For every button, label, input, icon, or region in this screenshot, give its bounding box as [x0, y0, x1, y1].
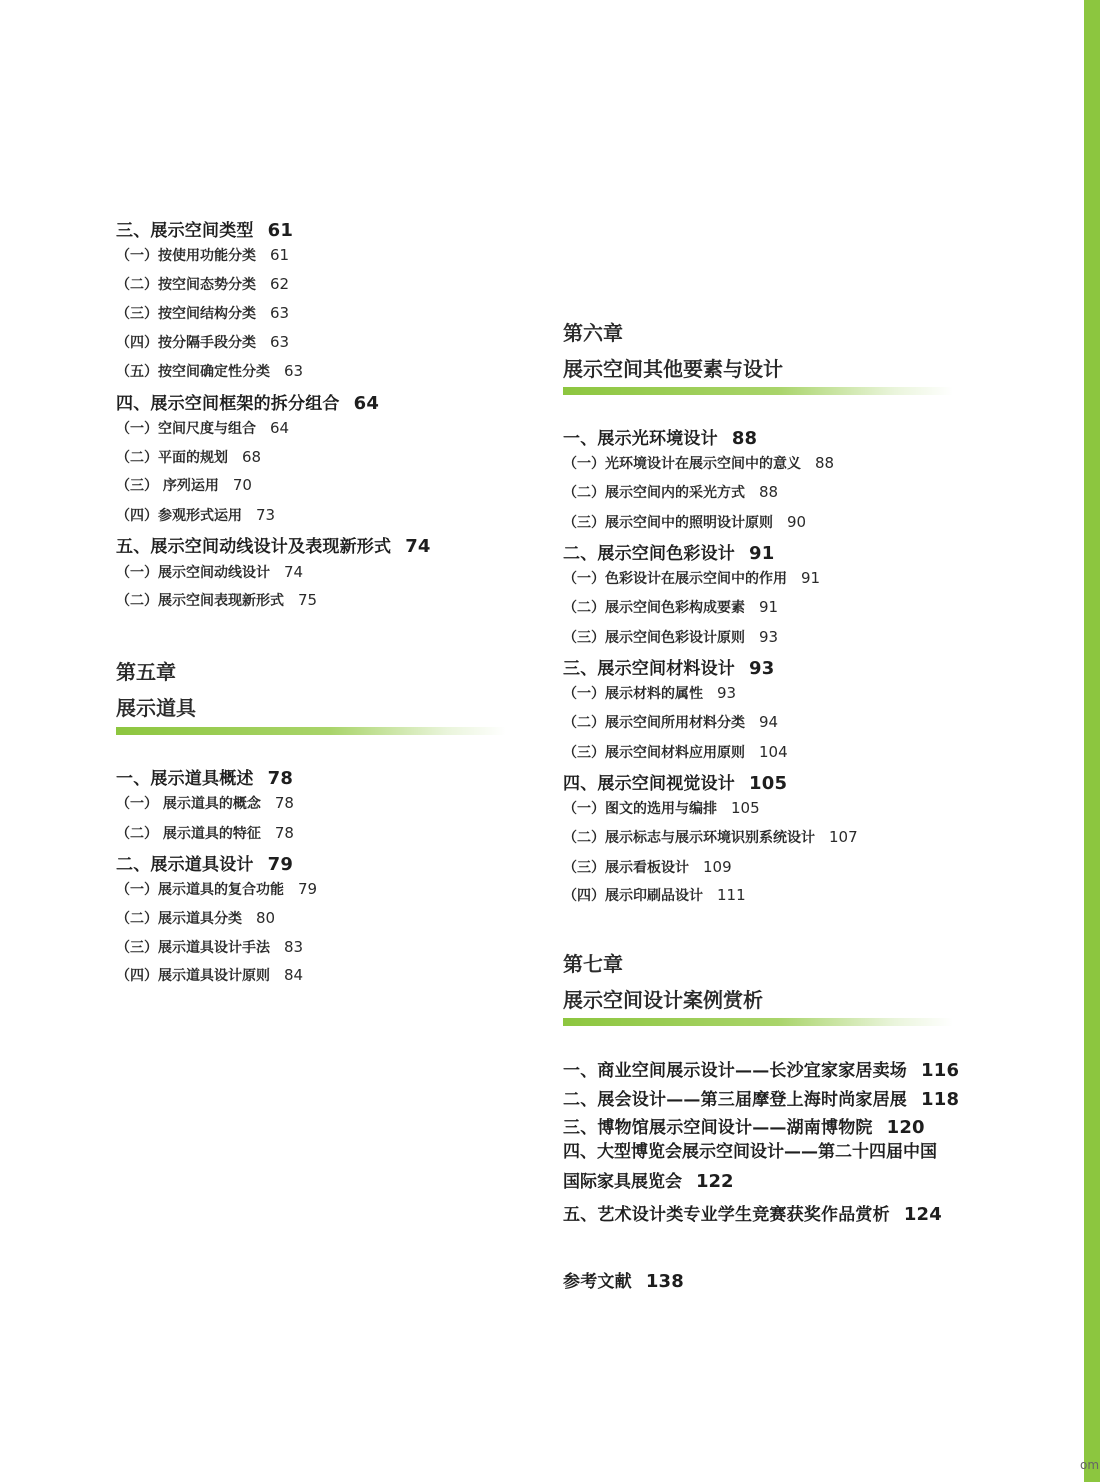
- toc-section[interactable]: [116, 216, 293, 241]
- toc-subsection[interactable]: [563, 827, 858, 847]
- toc-section-title: 四、大型博览会展示空间设计——第二十四届中国国际家具展览会: [563, 1142, 937, 1192]
- toc-section-title: 四、展示空间框架的拆分组合: [116, 394, 340, 414]
- toc-page-number: 109: [703, 858, 732, 876]
- toc-subsection[interactable]: [116, 562, 303, 582]
- toc-page-number: 83: [284, 938, 304, 956]
- toc-page-number: 78: [274, 824, 294, 842]
- toc-subsection[interactable]: [563, 712, 778, 732]
- toc-subsection-title: （二）平面的规划: [116, 450, 228, 466]
- toc-page-number: 107: [829, 828, 858, 846]
- toc-subsection-title: （二）展示标志与展示环境识别系统设计: [563, 830, 815, 846]
- toc-subsection-title: （一）展示空间动线设计: [116, 565, 270, 581]
- toc-page-number: 61: [267, 220, 294, 241]
- toc-subsection-title: （二）展示空间色彩构成要素: [563, 600, 745, 616]
- toc-page-number: 80: [256, 909, 276, 927]
- toc-subsection-title: （一） 展示道具的概念: [116, 796, 261, 812]
- toc-subsection[interactable]: [563, 597, 778, 617]
- toc-subsection[interactable]: [116, 332, 289, 352]
- toc-subsection[interactable]: [116, 274, 289, 294]
- toc-page-number: 78: [267, 768, 294, 789]
- toc-section[interactable]: [563, 1200, 942, 1225]
- toc-subsection-title: （二）展示道具分类: [116, 911, 242, 927]
- toc-subsection[interactable]: [116, 245, 289, 265]
- toc-subsection-title: （二） 展示道具的特征: [116, 826, 261, 842]
- toc-section-title: 一、展示光环境设计: [563, 429, 718, 449]
- toc-section[interactable]: [563, 1113, 925, 1138]
- toc-subsection-title: （二）展示空间所用材料分类: [563, 715, 745, 731]
- chapter-title: 展示道具: [116, 696, 196, 720]
- toc-page-number: 63: [270, 304, 290, 322]
- green-edge-strip: [1084, 0, 1100, 1482]
- toc-section-title: 参考文献: [563, 1272, 632, 1292]
- toc-subsection-title: （二）展示空间内的采光方式: [563, 485, 745, 501]
- toc-page-number: 70: [232, 476, 252, 494]
- toc-section[interactable]: [116, 850, 293, 875]
- chapter-label: 第六章: [563, 321, 623, 345]
- toc-page-number: 122: [696, 1171, 734, 1192]
- corner-watermark: om: [1080, 1458, 1100, 1472]
- toc-subsection[interactable]: [116, 965, 303, 985]
- toc-page-number: 88: [731, 428, 758, 449]
- toc-page-number: 93: [749, 658, 775, 679]
- toc-page-number: 88: [759, 483, 779, 501]
- toc-subsection-title: （三）按空间结构分类: [116, 306, 256, 322]
- toc-section[interactable]: [563, 769, 787, 794]
- toc-page-number: 88: [815, 454, 835, 472]
- toc-subsection[interactable]: [116, 447, 261, 467]
- toc-subsection[interactable]: [116, 303, 289, 323]
- toc-subsection-title: （一）展示材料的属性: [563, 686, 703, 702]
- toc-subsection[interactable]: [116, 590, 317, 610]
- toc-subsection[interactable]: [563, 482, 778, 502]
- toc-subsection[interactable]: [116, 937, 303, 957]
- toc-section-title: 二、展示空间色彩设计: [563, 544, 735, 564]
- toc-page-number: 64: [353, 393, 380, 414]
- toc-page-number: 124: [903, 1204, 942, 1225]
- toc-subsection-title: （三）展示看板设计: [563, 860, 689, 876]
- toc-section[interactable]: [563, 1138, 943, 1197]
- chapter-title: 展示空间设计案例赏析: [563, 988, 763, 1012]
- toc-section[interactable]: [563, 424, 757, 449]
- toc-section-title: 一、展示道具概述: [116, 769, 254, 789]
- toc-section-title: 五、展示空间动线设计及表现新形式: [116, 537, 392, 557]
- toc-subsection[interactable]: [563, 627, 778, 647]
- toc-page-number: 105: [749, 773, 788, 794]
- toc-section[interactable]: [563, 539, 774, 564]
- toc-subsection[interactable]: [563, 568, 820, 588]
- toc-page-number: 79: [298, 880, 318, 898]
- toc-page-number: 75: [298, 591, 318, 609]
- toc-subsection[interactable]: [116, 361, 303, 381]
- toc-subsection-title: （一）按使用功能分类: [116, 248, 256, 264]
- toc-page-number: 93: [717, 684, 737, 702]
- toc-page-number: 138: [645, 1271, 684, 1292]
- chapter-label: 第五章: [116, 660, 176, 684]
- toc-subsection[interactable]: [563, 742, 788, 762]
- toc-section-title: 三、博物馆展示空间设计——湖南博物院: [563, 1118, 873, 1138]
- toc-subsection[interactable]: [563, 453, 834, 473]
- toc-page-number: 93: [759, 628, 779, 646]
- toc-subsection[interactable]: [563, 798, 760, 818]
- chapter-divider-bar: [563, 387, 953, 395]
- toc-subsection[interactable]: [563, 512, 806, 532]
- toc-subsection[interactable]: [116, 418, 289, 438]
- toc-subsection-title: （三）展示空间色彩设计原则: [563, 630, 745, 646]
- chapter-divider-bar: [563, 1018, 953, 1026]
- toc-page-number: 74: [284, 563, 304, 581]
- toc-page-number: 91: [759, 598, 779, 616]
- toc-page-number: 111: [717, 886, 746, 904]
- toc-section-title: 五、艺术设计类专业学生竞赛获奖作品赏析: [563, 1205, 890, 1225]
- toc-subsection[interactable]: [563, 885, 746, 905]
- toc-section[interactable]: [563, 654, 774, 679]
- toc-page-number: 91: [801, 569, 821, 587]
- toc-subsection-title: （三）展示空间材料应用原则: [563, 745, 745, 761]
- toc-section-title: 四、展示空间视觉设计: [563, 774, 735, 794]
- toc-page-number: 91: [749, 543, 775, 564]
- toc-subsection-title: （一）图文的选用与编排: [563, 801, 717, 817]
- toc-subsection[interactable]: [116, 793, 294, 813]
- chapter-divider-bar: [116, 727, 506, 735]
- toc-section[interactable]: [116, 764, 293, 789]
- toc-page-number: 64: [270, 419, 290, 437]
- toc-subsection[interactable]: [116, 908, 275, 928]
- toc-section[interactable]: [563, 1085, 959, 1110]
- toc-subsection-title: （四）参观形式运用: [116, 508, 242, 524]
- toc-section-title: 三、展示空间类型: [116, 221, 254, 241]
- toc-subsection-title: （三） 序列运用: [116, 478, 219, 494]
- toc-subsection[interactable]: [116, 505, 275, 525]
- toc-subsection[interactable]: [563, 857, 732, 877]
- toc-page-number: 73: [256, 506, 276, 524]
- toc-subsection[interactable]: [563, 683, 736, 703]
- chapter-title: 展示空间其他要素与设计: [563, 357, 783, 381]
- chapter-label: 第七章: [563, 952, 623, 976]
- toc-page-number: 120: [886, 1117, 925, 1138]
- toc-section-title: 二、展示道具设计: [116, 855, 254, 875]
- toc-page-number: 116: [921, 1060, 960, 1081]
- toc-page-number: 62: [270, 275, 290, 293]
- toc-section-title: 三、展示空间材料设计: [563, 659, 735, 679]
- toc-page-number: 79: [267, 854, 294, 875]
- toc-subsection[interactable]: [116, 823, 294, 843]
- toc-subsection-title: （一）展示道具的复合功能: [116, 882, 284, 898]
- toc-page-number: 118: [921, 1089, 960, 1110]
- toc-subsection-title: （五）按空间确定性分类: [116, 364, 270, 380]
- toc-references[interactable]: [563, 1267, 684, 1292]
- toc-page-number: 61: [270, 246, 290, 264]
- toc-page-number: 68: [242, 448, 262, 466]
- toc-page-number: 78: [274, 794, 294, 812]
- toc-subsection-title: （四）展示印刷品设计: [563, 888, 703, 904]
- toc-subsection-title: （一）光环境设计在展示空间中的意义: [563, 456, 801, 472]
- toc-page-number: 105: [731, 799, 760, 817]
- toc-page-number: 84: [284, 966, 304, 984]
- toc-page-number: 74: [405, 536, 431, 557]
- toc-page-number: 104: [759, 743, 788, 761]
- toc-subsection-title: （四）按分隔手段分类: [116, 335, 256, 351]
- toc-subsection-title: （三）展示空间中的照明设计原则: [563, 515, 773, 531]
- toc-page-number: 63: [270, 333, 290, 351]
- toc-section[interactable]: [563, 1056, 959, 1081]
- toc-section[interactable]: [116, 532, 431, 557]
- toc-subsection-title: （二）展示空间表现新形式: [116, 593, 284, 609]
- toc-subsection-title: （四）展示道具设计原则: [116, 968, 270, 984]
- toc-page-number: 90: [787, 513, 807, 531]
- toc-section-title: 二、展会设计——第三届摩登上海时尚家居展: [563, 1090, 907, 1110]
- toc-subsection[interactable]: [116, 475, 252, 495]
- toc-page-number: 63: [284, 362, 304, 380]
- toc-subsection-title: （二）按空间态势分类: [116, 277, 256, 293]
- toc-subsection-title: （一）色彩设计在展示空间中的作用: [563, 571, 787, 587]
- toc-page-number: 94: [759, 713, 779, 731]
- toc-subsection[interactable]: [116, 879, 317, 899]
- toc-subsection-title: （一）空间尺度与组合: [116, 421, 256, 437]
- toc-section[interactable]: [116, 389, 379, 414]
- toc-section-title: 一、商业空间展示设计——长沙宜家家居卖场: [563, 1061, 907, 1081]
- toc-subsection-title: （三）展示道具设计手法: [116, 940, 270, 956]
